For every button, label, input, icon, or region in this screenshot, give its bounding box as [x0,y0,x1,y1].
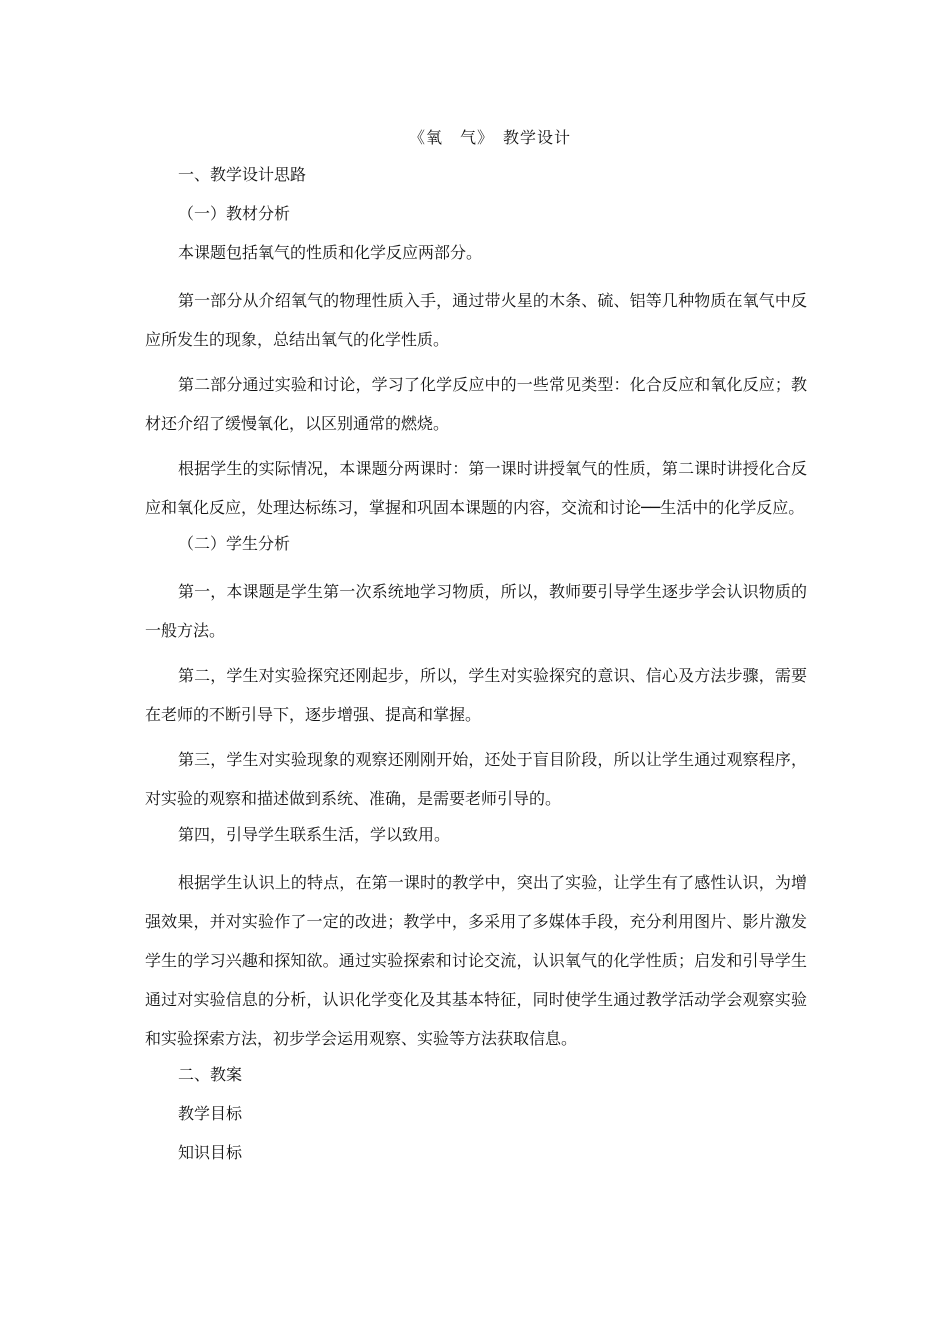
heading-knowledge-goals: 知识目标 [178,1143,243,1162]
paragraph-fourth-point: 第四，引导学生联系生活，学以致用。 [178,825,451,844]
paragraph-second-point: 第二，学生对实验探究还刚起步，所以，学生对实验探究的意识、信心及方法步骤，需要在老师的不断引导下，逐步增强、提高和掌握。 [145,666,807,724]
paragraph-first-point: 第一，本课题是学生第一次系统地学习物质，所以，教师要引导学生逐步学会认识物质的一般方法。 [145,582,807,640]
paragraph-topic-overview: 本课题包括氧气的性质和化学反应两部分。 [178,243,483,262]
subheading-textbook-analysis: （一）教材分析 [178,204,291,223]
document-body [145,164,807,1181]
paragraph-lesson-plan: 根据学生的实际情况，本课题分两课时：第一课时讲授氧气的性质，第二课时讲授化合反应和氧化反应，处理达标练习，掌握和巩固本课题的内容，交流和讨论──生活中的化学反应。 [145,459,807,517]
paragraph-part-one: 第一部分从介绍氧气的物理性质入手，通过带火星的木条、硫、铝等几种物质在氧气中反应所发生的现象，总结出氧气的化学性质。 [145,291,807,349]
heading-teaching-goals: 教学目标 [178,1104,243,1123]
paragraph-third-point: 第三，学生对实验现象的观察还刚刚开始，还处于盲目阶段，所以让学生通过观察程序，对实验的观察和描述做到系统、准确，是需要老师引导的。 [145,750,807,808]
section-heading-design-ideas: 一、教学设计思路 [178,165,307,184]
paragraph-teaching-approach: 根据学生认识上的特点，在第一课时的教学中，突出了实验，让学生有了感性认识，为增强效果，并对实验作了一定的改进；教学中，多采用了多媒体手段，充分利用图片、影片激发学生的学习兴趣和探知欲。通过实验探索和讨论交流，认识氧气的化学性质；启发和引导学生通过对实验信息的分析，认识化学变化及其基本特征，同时使学生通过教学活动学会观察实验和实验探索方法，初步学会运用观察、实验等方法获取信息。 [145,873,807,1048]
section-heading-lesson-plan: 二、教案 [178,1065,243,1084]
subheading-student-analysis: （二）学生分析 [178,534,291,553]
document-title: 《氧 气》 教学设计 [408,128,571,147]
paragraph-part-two: 第二部分通过实验和讨论，学习了化学反应中的一些常见类型：化合反应和氧化反应；教材还介绍了缓慢氧化，以区别通常的燃烧。 [145,375,807,433]
